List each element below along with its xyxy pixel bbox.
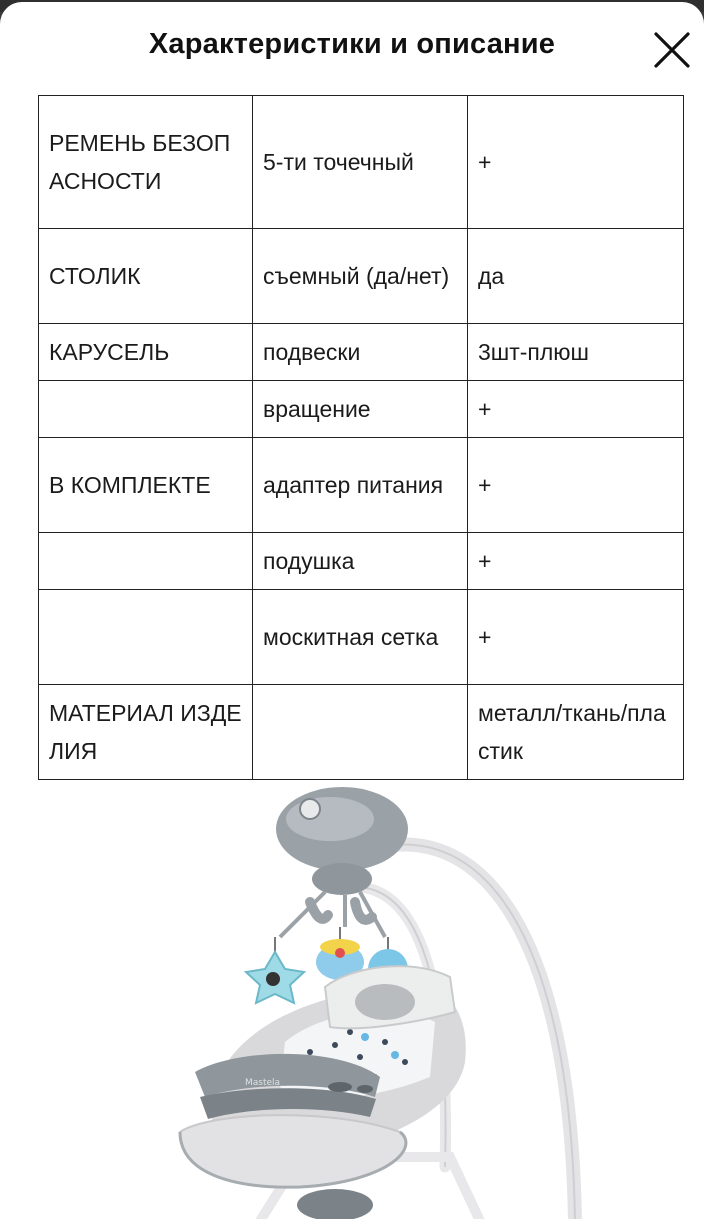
brand-mark: Mastela [245,1078,281,1088]
feature-cell: МАТЕРИАЛ ИЗДЕЛИЯ [39,685,253,780]
value-cell: + [468,96,684,229]
feature-cell [39,381,253,438]
baby-swing-illustration [150,787,590,1219]
feature-cell: КАРУСЕЛЬ [39,324,253,381]
value-cell: + [468,381,684,438]
value-cell: металл/ткань/пластик [468,685,684,780]
close-icon [648,26,696,74]
table-row [39,533,684,590]
specs-table [38,95,684,780]
modal-title: Характеристики и описание [148,28,556,60]
table-row [39,229,684,324]
detail-cell: вращение [253,381,468,438]
feature-cell: РЕМЕНЬ БЕЗОПАСНОСТИ [39,96,253,229]
value-cell: да [468,229,684,324]
detail-cell: подвески [253,324,468,381]
feature-cell: СТОЛИК [39,229,253,324]
table-row [39,96,684,229]
bottom-sheet-modal [0,2,704,1219]
detail-cell: москитная сетка [253,590,468,685]
table-row [39,685,684,780]
table-row [39,438,684,533]
detail-cell: подушка [253,533,468,590]
table-row [39,324,684,381]
close-button[interactable] [648,26,696,74]
value-cell: + [468,533,684,590]
feature-cell [39,533,253,590]
value-cell: 3шт-плюш [468,324,684,381]
value-cell: + [468,590,684,685]
modal-header [0,2,704,94]
detail-cell [253,685,468,780]
feature-cell: В КОМПЛЕКТЕ [39,438,253,533]
detail-cell: адаптер питания [253,438,468,533]
feature-cell [39,590,253,685]
product-image-baby-swing [150,787,590,1219]
table-row [39,590,684,685]
detail-cell: 5-ти точечный [253,96,468,229]
detail-cell: съемный (да/нет) [253,229,468,324]
value-cell: + [468,438,684,533]
table-row [39,381,684,438]
